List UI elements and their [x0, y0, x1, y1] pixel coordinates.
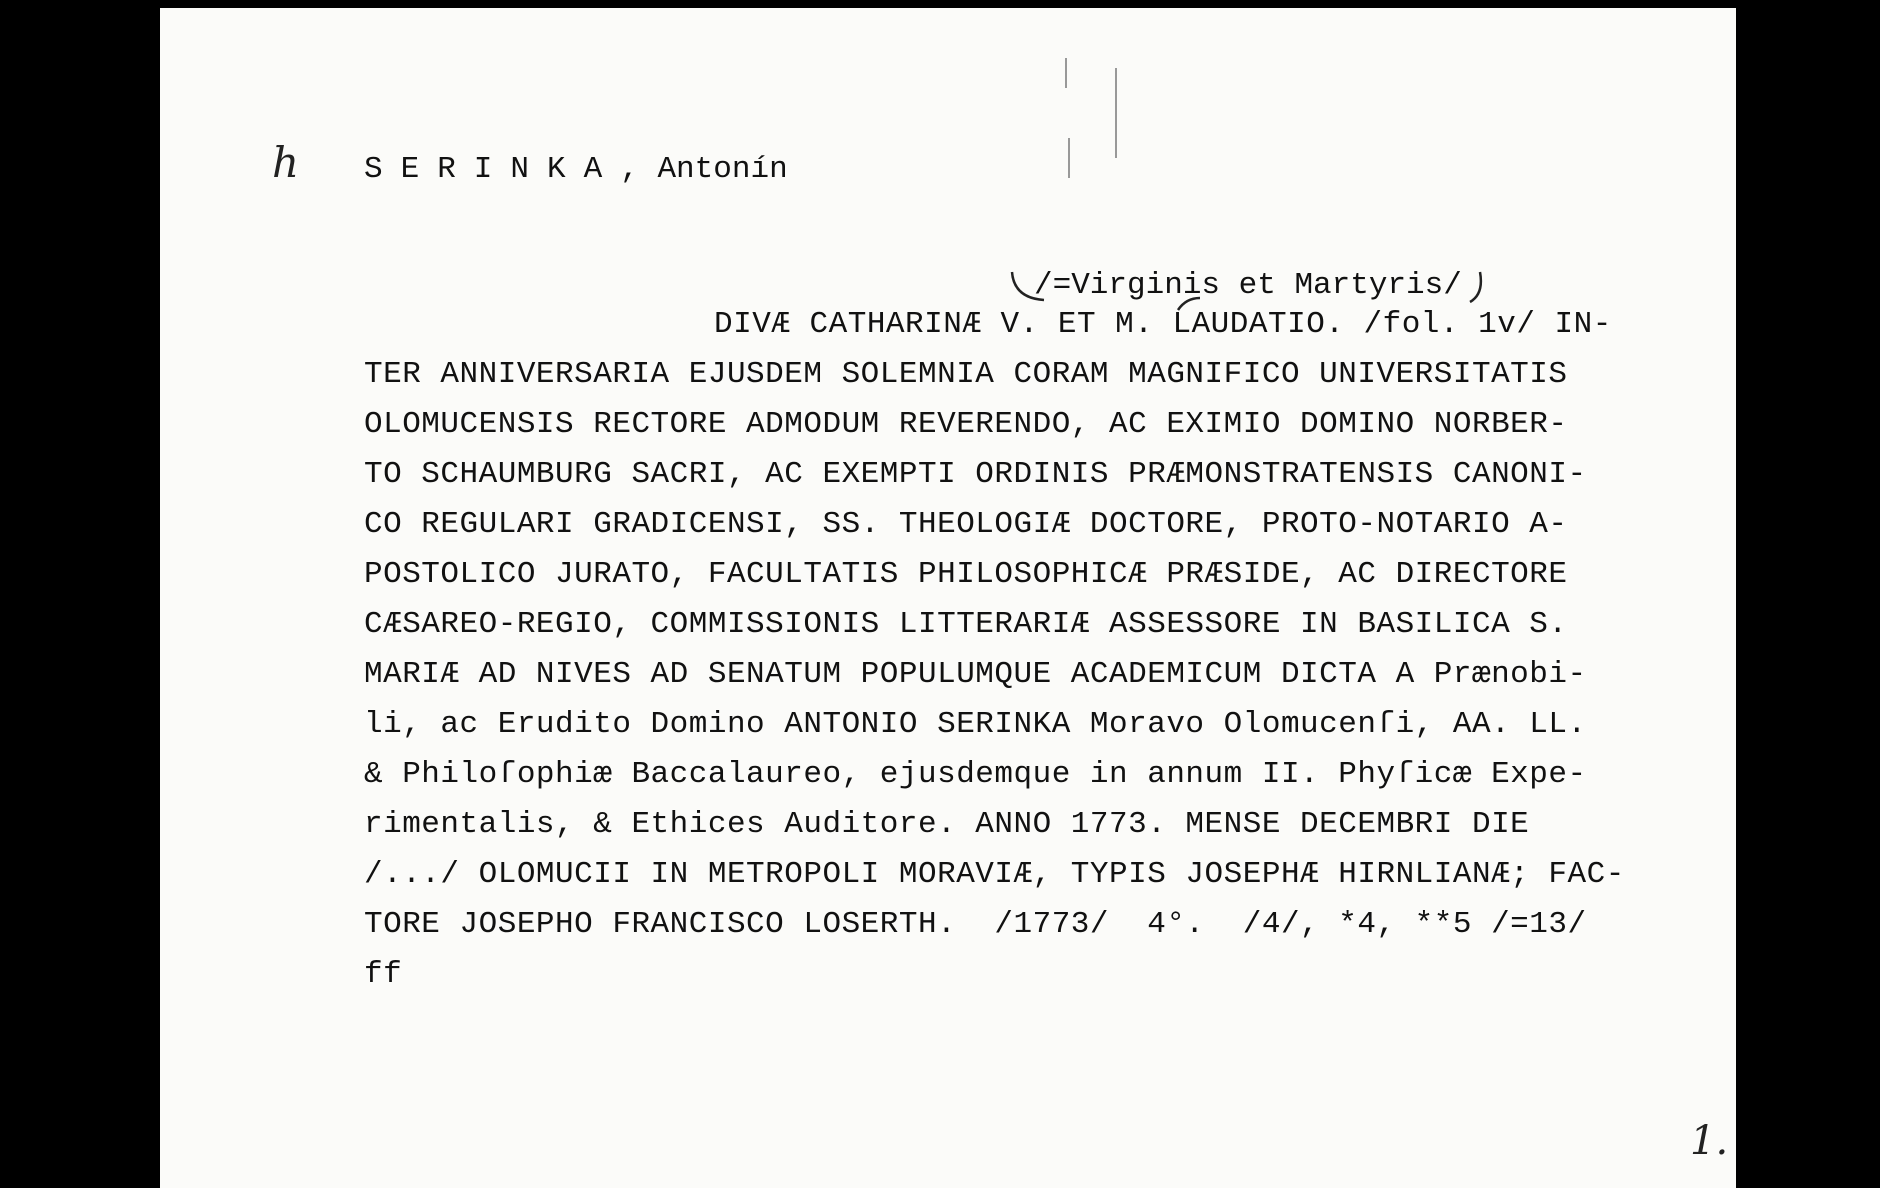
- body-line: OLOMUCENSIS RECTORE ADMODUM REVERENDO, AC EXIMIO DOMINO NORBER-: [364, 407, 1568, 442]
- author-heading: [364, 152, 788, 187]
- page-number: 1.: [1690, 1118, 1729, 1164]
- body-line: ff: [364, 957, 403, 992]
- scan-speck: [1065, 58, 1067, 88]
- body-line: TO SCHAUMBURG SACRI, AC EXEMPTI ORDINIS PRÆMONSTRATENSIS CANONI-: [364, 457, 1587, 492]
- body-line: TORE JOSEPHO FRANCISCO LOSERTH. /1773/ 4°. /4/, *4, **5 /=13/: [364, 907, 1587, 942]
- margin-handwritten-mark: h: [272, 138, 300, 187]
- author-surname: SERINKA: [364, 152, 621, 187]
- body-line: CÆSAREO-REGIO, COMMISSIONIS LITTERARIÆ ASSESSORE IN BASILICA S.: [364, 607, 1568, 642]
- body-line: CO REGULARI GRADICENSI, SS. THEOLOGIÆ DOCTORE, PROTO-NOTARIO A-: [364, 507, 1568, 542]
- author-given-name: Antonín: [657, 152, 788, 187]
- body-line: & Philoſophiæ Baccalaureo, ejusdemque in annum II. Phyſicæ Expe-: [364, 757, 1587, 792]
- body-line: DIVÆ CATHARINÆ V. ET M. LAUDATIO. /fol. 1v/ IN-: [714, 307, 1612, 342]
- body-line: POSTOLICO JURATO, FACULTATIS PHILOSOPHICÆ PRÆSIDE, AC DIRECTORE: [364, 557, 1568, 592]
- body-line: rimentalis, & Ethices Auditore. ANNO 1773. MENSE DECEMBRI DIE: [364, 807, 1530, 842]
- scan-speck: [1068, 138, 1070, 178]
- body-line: TER ANNIVERSARIA EJUSDEM SOLEMNIA CORAM MAGNIFICO UNIVERSITATIS: [364, 357, 1568, 392]
- handwritten-insertion: /=Virginis et Martyris/: [1034, 268, 1462, 303]
- body-line: li, ac Erudito Domino ANTONIO SERINKA Moravo Olomucenſi, AA. LL.: [364, 707, 1587, 742]
- body-line: MARIÆ AD NIVES AD SENATUM POPULUMQUE ACADEMICUM DICTA A Prænobi-: [364, 657, 1587, 692]
- author-separator: ,: [620, 152, 658, 187]
- body-line: /.../ OLOMUCII IN METROPOLI MORAVIÆ, TYPIS JOSEPHÆ HIRNLIANÆ; FAC-: [364, 857, 1625, 892]
- scan-speck: [1115, 68, 1117, 158]
